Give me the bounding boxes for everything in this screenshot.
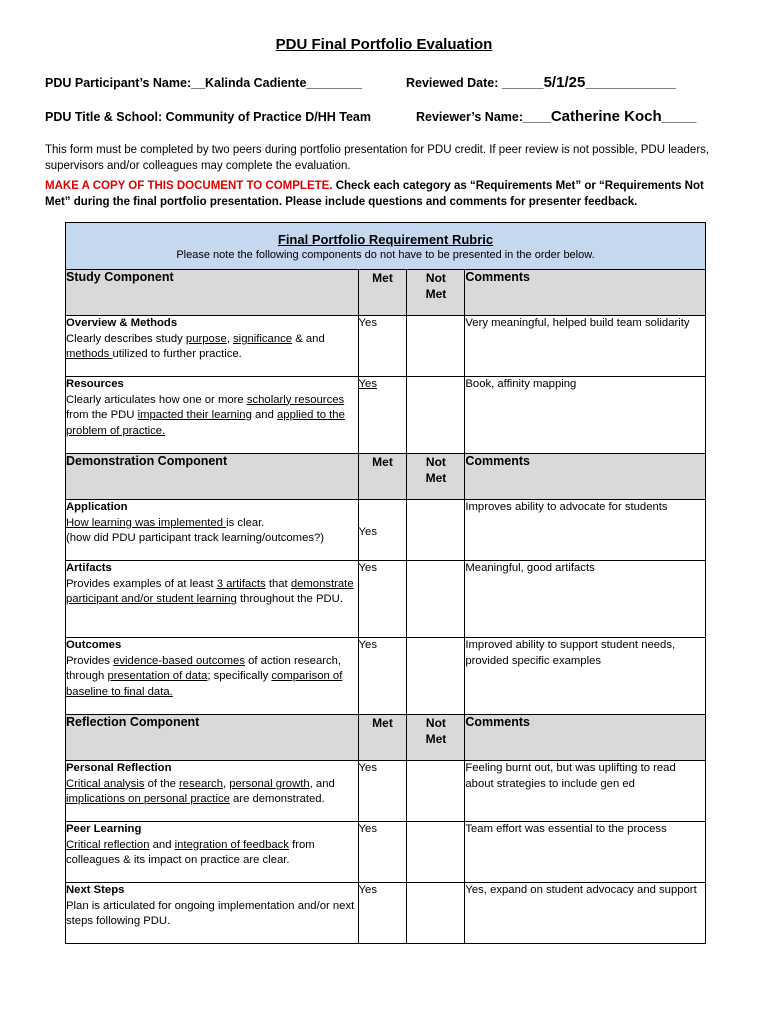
requirement-name: Application	[66, 501, 128, 513]
comment-cell[interactable]: Team effort was essential to the process	[465, 822, 706, 883]
col-not-met: Not Met	[407, 454, 465, 500]
table-row	[66, 500, 706, 561]
page-title: PDU Final Portfolio Evaluation	[275, 36, 493, 53]
section-title: Demonstration Component	[66, 454, 359, 500]
col-met: Met	[358, 715, 407, 761]
reviewed-date-label: Reviewed Date:	[406, 76, 499, 90]
table-row	[66, 883, 706, 944]
requirement-name: Peer Learning	[66, 823, 142, 835]
col-not-met: Not Met	[407, 270, 465, 316]
met-cell[interactable]: Yes	[358, 822, 407, 883]
copy-warning: MAKE A COPY OF THIS DOCUMENT TO COMPLETE.	[45, 180, 333, 192]
table-row	[66, 822, 706, 883]
met-cell[interactable]: Yes	[358, 316, 407, 377]
requirement-overview	[66, 316, 359, 377]
rubric-table	[65, 222, 706, 944]
comment-cell[interactable]: Feeling burnt out, but was uplifting to read about strategies to include gen ed	[465, 761, 706, 822]
requirement-desc: Clearly articulates how one or more scholarly resources from the PDU impacted their learning and applied to the problem of practice.	[66, 393, 345, 437]
reviewer-pre: ____	[523, 110, 551, 124]
comment-cell[interactable]: Book, affinity mapping	[465, 377, 706, 454]
reviewed-date-line	[406, 74, 676, 91]
not-met-cell[interactable]	[407, 822, 465, 883]
instruction-rest: Check each category as “Requirements Met” or “Requirements Not Met” during the final portfolio presentation. Please include questions and comments for presenter feedback.	[45, 180, 704, 208]
met-cell[interactable]: Yes	[358, 561, 407, 638]
not-met-cell[interactable]	[407, 761, 465, 822]
requirement-name: Overview & Methods	[66, 317, 178, 329]
requirement-peer-learning	[66, 822, 359, 883]
section-row-reflection	[66, 715, 706, 761]
reviewer-post: _____	[661, 110, 697, 124]
rubric-header-row	[66, 223, 706, 270]
reviewed-date-pre: ______	[498, 76, 544, 90]
not-met-cell[interactable]	[407, 883, 465, 944]
col-met: Met	[358, 454, 407, 500]
participant-label: PDU Participant’s Name:	[45, 76, 192, 90]
requirement-desc: Clearly describes study purpose, significance & and methods utilized to further practice.	[66, 332, 325, 360]
met-cell[interactable]: Yes	[358, 377, 407, 454]
requirement-desc: Critical reflection and integration of feedback from colleagues & its impact on practice are clear.	[66, 838, 315, 866]
participant-line	[45, 76, 362, 90]
table-row	[66, 377, 706, 454]
col-comments: Comments	[465, 715, 706, 761]
requirement-name: Outcomes	[66, 639, 122, 651]
not-met-cell[interactable]	[407, 561, 465, 638]
col-not-met: Not Met	[407, 715, 465, 761]
instruction-text	[45, 178, 725, 210]
met-cell[interactable]: Yes	[358, 761, 407, 822]
table-row	[66, 316, 706, 377]
reviewed-date-value[interactable]: 5/1/25	[543, 74, 586, 91]
requirement-desc: Provides examples of at least 3 artifacts that demonstrate participant and/or student learning throughout the PDU.	[66, 577, 354, 605]
col-comments: Comments	[465, 454, 706, 500]
rubric-header	[66, 223, 706, 270]
met-cell[interactable]: Yes	[358, 638, 407, 715]
section-row-demonstration	[66, 454, 706, 500]
rubric-subtitle: Please note the following components do not have to be presented in the order below.	[176, 249, 595, 261]
intro-text: This form must be completed by two peers during portfolio presentation for PDU credit. If peer review is not possible, PDU leaders, supervisors and/or colleagues may complete the evaluation.	[45, 144, 710, 172]
requirement-application	[66, 500, 359, 561]
section-title: Study Component	[66, 270, 359, 316]
comment-cell[interactable]: Improved ability to support student needs, provided specific examples	[465, 638, 706, 715]
col-comments: Comments	[465, 270, 706, 316]
table-row	[66, 761, 706, 822]
met-cell[interactable]: Yes	[358, 500, 407, 561]
requirement-next-steps	[66, 883, 359, 944]
requirement-name: Personal Reflection	[66, 762, 172, 774]
reviewed-date-post: _____________	[585, 76, 676, 90]
comment-cell[interactable]: Meaningful, good artifacts	[465, 561, 706, 638]
met-cell[interactable]: Yes	[358, 883, 407, 944]
requirement-desc: Critical analysis of the research, personal growth, and implications on personal practice are demonstrated.	[66, 777, 335, 805]
pdu-title-line	[45, 110, 371, 124]
comment-cell[interactable]: Yes, expand on student advocacy and support	[465, 883, 706, 944]
reviewer-label: Reviewer’s Name:	[416, 110, 524, 124]
not-met-cell[interactable]	[407, 377, 465, 454]
col-met: Met	[358, 270, 407, 316]
requirement-desc: How learning was implemented is clear.	[66, 516, 265, 529]
requirement-outcomes	[66, 638, 359, 715]
requirement-desc: Plan is articulated for ongoing implementation and/or next steps following PDU.	[66, 899, 355, 927]
requirement-name: Resources	[66, 378, 124, 390]
requirement-name: Next Steps	[66, 884, 125, 896]
not-met-cell[interactable]	[407, 316, 465, 377]
requirement-resources	[66, 377, 359, 454]
not-met-cell[interactable]	[407, 638, 465, 715]
requirement-desc-note: (how did PDU participant track learning/outcomes?)	[66, 532, 325, 544]
reviewer-name[interactable]: Catherine Koch	[550, 108, 662, 125]
rubric-title: Final Portfolio Requirement Rubric	[277, 232, 494, 247]
not-met-cell[interactable]	[407, 500, 465, 561]
requirement-name: Artifacts	[66, 562, 112, 574]
requirement-desc: Provides evidence-based outcomes of action research, through presentation of data; specifically comparison of baseline to final data.	[66, 654, 343, 698]
comment-cell[interactable]: Very meaningful, helped build team solidarity	[465, 316, 706, 377]
section-row-study	[66, 270, 706, 316]
requirement-artifacts	[66, 561, 359, 638]
table-row	[66, 561, 706, 638]
participant-name[interactable]: __Kalinda Cadiente________	[191, 76, 363, 90]
requirement-personal-reflection	[66, 761, 359, 822]
section-title: Reflection Component	[66, 715, 359, 761]
pdu-title-value[interactable]: Community of Practice D/HH Team	[162, 110, 371, 124]
reviewer-line	[416, 108, 696, 125]
pdu-title-label: PDU Title & School:	[45, 110, 163, 124]
comment-cell[interactable]: Improves ability to advocate for students	[465, 500, 706, 561]
table-row	[66, 638, 706, 715]
